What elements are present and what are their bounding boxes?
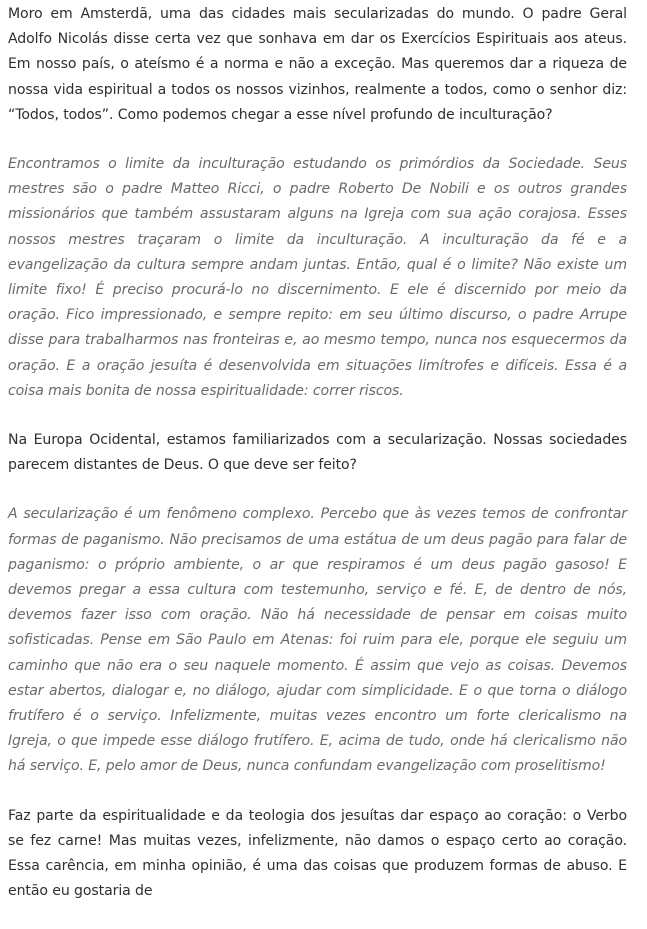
question-paragraph-1: Moro em Amsterdã, uma das cidades mais secularizadas do mundo. O padre Geral Adolfo Nicolás disse certa vez que sonhava em dar os Exercícios Espirituais aos ateus. Em nosso país, o ateísmo é a norma e não a exceção. Mas queremos dar a riqueza de nossa vida espiritual a todos os nossos vizinhos, realmente a todos, como o senhor diz: “Todos, todos”. Como podemos chegar a esse nível profundo de inculturação? bbox=[8, 6, 627, 123]
answer-paragraph-2: A secularização é um fenômeno complexo. Percebo que às vezes temos de confrontar formas de paganismo. Não precisamos de uma estátua de um deus pagão para falar de paganismo: o próprio ambiente, o ar que respiramos é um deus pagão gasoso! E devemos pregar a essa cultura com testemunho, serviço e fé. E, de dentro de nós, devemos fazer isso com oração. Não há necessidade de pensar em coisas muito sofisticadas. Pense em São Paulo em Atenas: foi ruim para ele, porque ele seguiu um caminho que não era o seu naquele momento. É assim que vejo as coisas. Devemos estar abertos, dialogar e, no diálogo, ajudar com simplicidade. E o que torna o diálogo frutífero é o serviço. Infelizmente, muitas vezes encontro um forte clericalismo na Igreja, o que impede esse diálogo frutífero. E, acima de tudo, onde há clericalismo não há serviço. E, pelo amor de Deus, nunca confundam evangelização com proselitismo! bbox=[8, 506, 627, 775]
article-body bbox=[8, 2, 627, 929]
question-paragraph-2: Na Europa Ocidental, estamos familiarizados com a secularização. Nossas sociedades parecem distantes de Deus. O que deve ser feito? bbox=[8, 432, 627, 474]
question-paragraph-3: Faz parte da espiritualidade e da teologia dos jesuítas dar espaço ao coração: o Verbo se fez carne! Mas muitas vezes, infelizmente, não damos o espaço certo ao coração. Essa carência, em minha opinião, é uma das coisas que produzem formas de abuso. E então eu gostaria de bbox=[8, 807, 627, 900]
answer-paragraph-1: Encontramos o limite da inculturação estudando os primórdios da Sociedade. Seus mestres são o padre Matteo Ricci, o padre Roberto De Nobili e os outros grandes missionários que também assustaram alguns na Igreja com sua ação corajosa. Esses nossos mestres traçaram o limite da inculturação. A inculturação da fé e a evangelização da cultura sempre andam juntas. Então, qual é o limite? Não existe um limite fixo! É preciso procurá-lo no discernimento. E ele é discernido por meio da oração. Fico impressionado, e sempre repito: em seu último discurso, o padre Arrupe disse para trabalharmos nas fronteiras e, ao mesmo tempo, nunca nos esquecermos da oração. E a oração jesuíta é desenvolvida em situações limítrofes e difíceis. Essa é a coisa mais bonita de nossa espiritualidade: correr riscos. bbox=[8, 156, 627, 399]
